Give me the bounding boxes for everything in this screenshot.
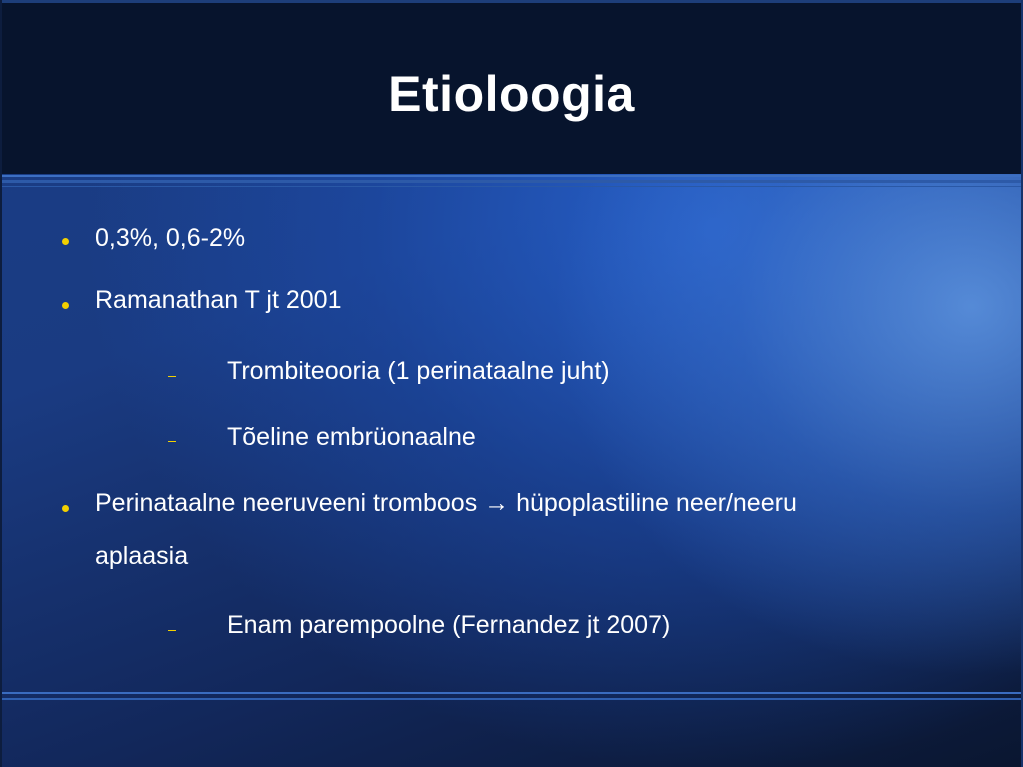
- bullet-text: 0,3%, 0,6-2%: [95, 224, 246, 252]
- slide-title: Etioloogia: [388, 66, 635, 122]
- sub-bullet-text: Enam parempoolne (Fernandez jt 2007): [227, 611, 671, 639]
- bullet-text: Perinataalne neeruveeni tromboos → hüpoplastiline neer/neeru: [95, 489, 797, 517]
- sub-bullet-text: Trombiteooria (1 perinataalne juht): [227, 357, 610, 385]
- bullet-dot-icon: [62, 505, 69, 512]
- bullet-dot-icon: [62, 302, 69, 309]
- frame-edge: [0, 0, 2, 767]
- dash-icon: [168, 376, 176, 377]
- dash-icon: [168, 630, 176, 631]
- sub-bullet-text: Tõeline embrüonaalne: [227, 423, 476, 451]
- bullet-text: Ramanathan T jt 2001: [95, 286, 342, 314]
- dash-icon: [168, 441, 176, 442]
- footer-line: [0, 692, 1023, 694]
- footer-line: [0, 698, 1023, 700]
- bullet-text-continuation: aplaasia: [95, 542, 189, 570]
- bullet-dot-icon: [62, 238, 69, 245]
